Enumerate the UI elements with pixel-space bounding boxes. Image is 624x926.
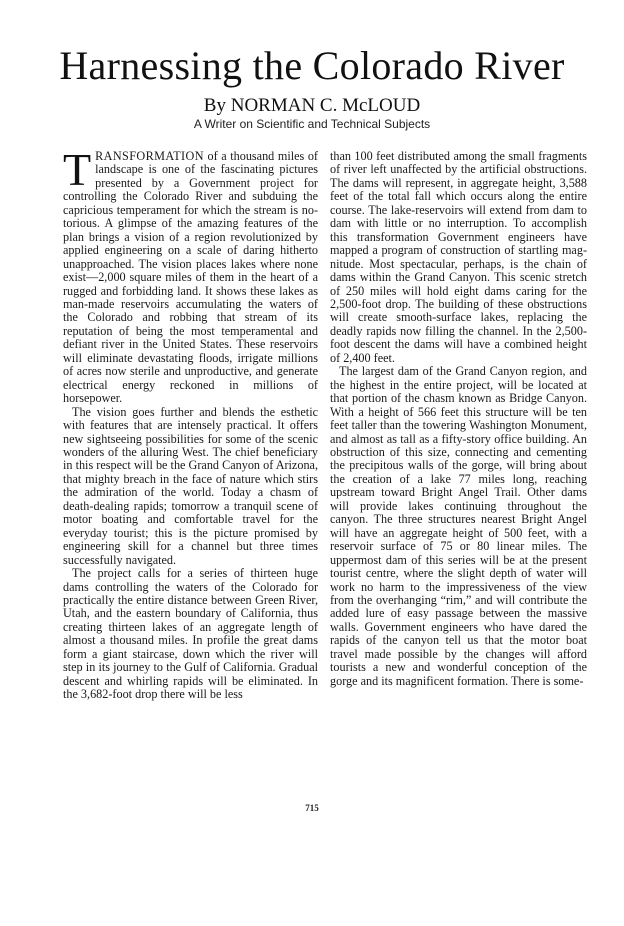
- paragraph: The project calls for a series of thirteen huge dams controlling the waters of the Colorado for practically the entire distance between Green River, Utah, and the eastern boundary of California, thus creating thirteen lakes of an aggregate length of almost a thousand miles. In profile the great dams form a giant staircase, down which the river will step in its journey to the Gulf of California. Gradual descent and whirling rapids will be eliminated. In the 3,682-foot drop there will be less: [63, 566, 318, 702]
- paragraph: The largest dam of the Grand Canyon region, and the highest in the entire project, will be located at that portion of the chasm known as Bridge Canyon. With a height of 566 feet this structure will be ten feet taller than the towering Washington Monument, and almost as tall as a fifty-story office building. An obstruction of this size, connecting and cementing the precipitous walls of the gorge, will bring about the creation of a lake 77 miles long, reaching upstream toward Bright Angel Trail. Other dams will provide lakes continuing throughout the canyon. The three structures nearest Bright Angel will have an aggregate height of 500 feet, with a reservoir surface of 75 or 80 linear miles. The uppermost dam of this series will be at the present tourist centre, where the slight depth of water will work no harm to the impressiveness of the view from the overhanging “rim,” and will contribute the added lure of easy passage between the massive walls. Government engineers who have dared the rapids of the canyon tell us that the motor boat travel made possible by the changes will afford tourists a new and wonderful conception of the gorge and its magnificent formation. There is some-: [330, 364, 587, 688]
- paragraph-text: of a thousand miles of landscape is one of the fascinating pictures presented by a Government project for controlling the Colorado River and subduing the capricious temperament for which the stream is notorious. A glimpse of the amazing features of the plan brings a vision of a region revolutionized by applied engineering on a scale of daring hitherto unapproached. The vision places lakes where none exist—2,000 square miles of them in the heart of a rugged and forbidding land. It shows these lakes as man-made reservoirs accumulating the waters of the Colorado and robbing that stream of its reputation of being the most temperamental and defiant river in the United States. These reservoirs will eliminate devastating floods, irrigate millions of acres now sterile and unproductive, and generate electrical energy reckoned in millions of horsepower.: [63, 149, 318, 406]
- author-description: A Writer on Scientific and Technical Subjects: [193, 117, 431, 131]
- author-byline: By NORMAN C. McLOUD: [203, 95, 421, 116]
- right-column: [330, 150, 587, 688]
- paragraph: [63, 144, 318, 406]
- lead-caps: RANSFORMATION: [95, 149, 204, 163]
- paragraph: The vision goes further and blends the esthetic with features that are intensely practical. It offers new sightseeing possibilities for some of the scenic wonders of the alluring West. The chief beneficiary in this respect will be the Grand Canyon of Arizona, that mighty breach in the face of nature which stirs the admiration of the world. Today a chasm of death-dealing rapids; tomorrow a tranquil scene of motor boating and comfortable travel for the everyday tourist; this is the picture promised by engineering skill for a channel but three times successfully navigated.: [63, 404, 318, 567]
- left-column: [63, 144, 318, 702]
- page-number: 715: [305, 803, 319, 813]
- paragraph: than 100 feet distributed among the small fragments of river left unaffected by the artificial obstructions. The dams will represent, in aggregate height, 3,588 feet of the total fall which occurs along the entire course. The lake-reservoirs will extend from dam to dam with little or no interruption. To accomplish this transformation Government engineers have mapped a program of construction of startling magnitude. Most spectacular, perhaps, is the chain of dams within the Grand Canyon. This scenic stretch of 250 miles will hold eight dams caring for the 2,500-foot drop. The building of these obstructions will create smooth-surface lakes, replacing the deadly rapids now filling the channel. In the 2,500-foot descent the dams will have a combined height of 2,400 feet.: [330, 149, 587, 365]
- article-title: Harnessing the Colorado River: [59, 43, 565, 88]
- drop-cap: T: [63, 144, 92, 195]
